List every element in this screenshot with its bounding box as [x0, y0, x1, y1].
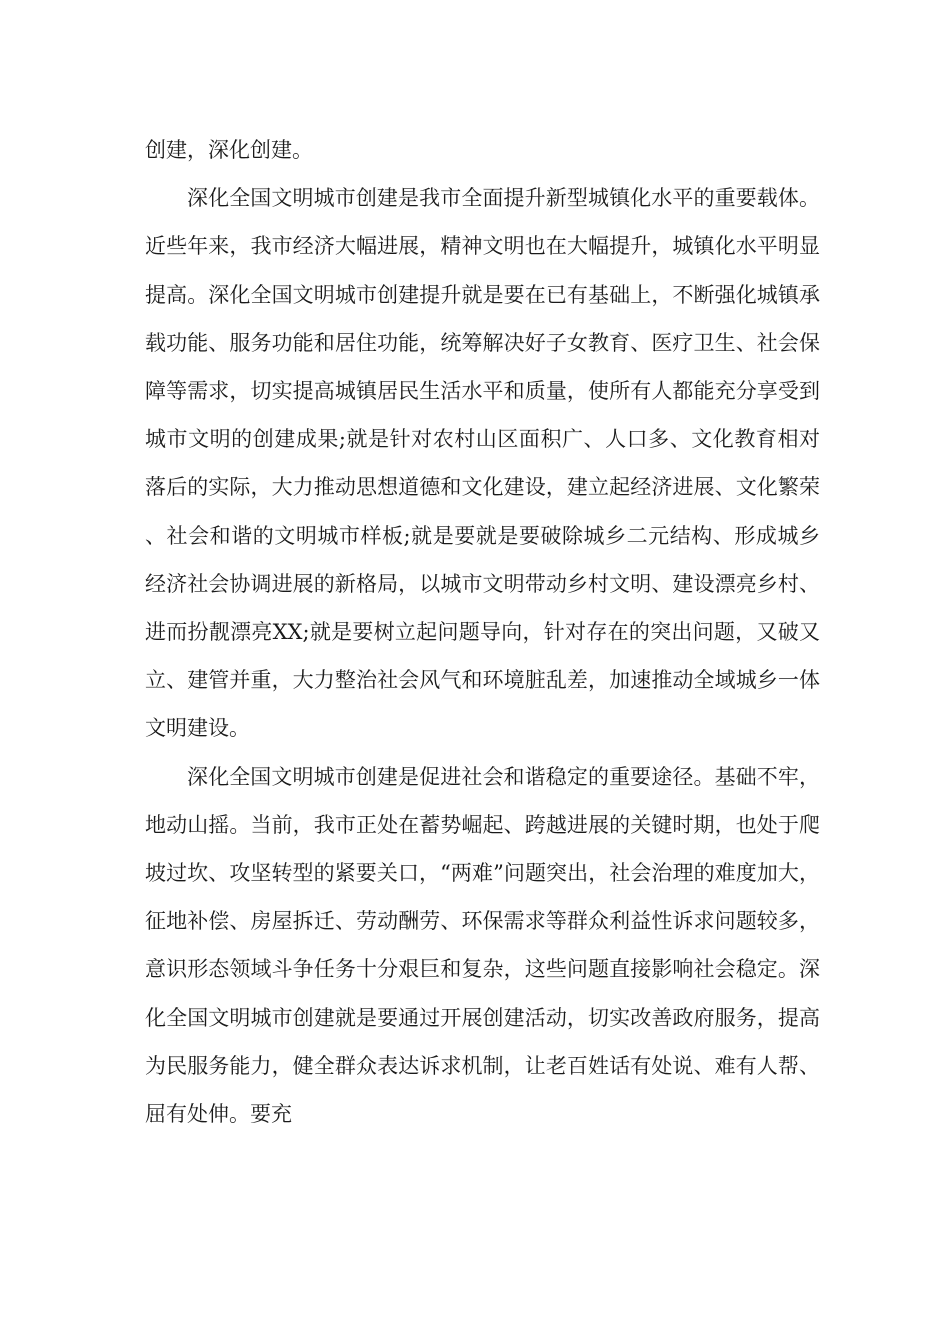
- document-body: [145, 126, 820, 1138]
- paragraph-social-harmony: 深化全国文明城市创建是促进社会和谐稳定的重要途径。基础不牢，地动山摇。当前，我市正处在蓄势崛起、跨越进展的关键时期，也处于爬坡过坎、攻坚转型的紧要关口，“两难”问题突出，社会治理的难度加大，征地补偿、房屋拆迁、劳动酬劳、环保需求等群众利益性诉求问题较多，意识形态领域斗争任务十分艰巨和复杂，这些问题直接影响社会稳定。深化全国文明城市创建就是要通过开展创建活动，切实改善政府服务，提高为民服务能力，健全群众表达诉求机制，让老百姓话有处说、难有人帮、屈有处伸。要充: [145, 764, 820, 1127]
- paragraph-urbanization: 深化全国文明城市创建是我市全面提升新型城镇化水平的重要载体。近些年来，我市经济大幅进展，精神文明也在大幅提升，城镇化水平明显提高。深化全国文明城市创建提升就是要在已有基础上，不断强化城镇承载功能、服务功能和居住功能，统筹解决好子女教育、医疗卫生、社会保障等需求，切实提高城镇居民生活水平和质量，使所有人都能充分享受到城市文明的创建成果;就是针对农村山区面积广、人口多、文化教育相对落后的实际，大力推动思想道德和文化建设，建立起经济进展、文化繁荣、社会和谐的文明城市样板;就是要就是要破除城乡二元结构、形成城乡经济社会协调进展的新格局，以城市文明带动乡村文明、建设漂亮乡村、进而扮靓漂亮XX;就是要树立起问题导向，针对存在的突出问题，又破又立、建管并重，大力整治社会风气和环境脏乱差，加速推动全域城乡一体文明建设。: [145, 186, 820, 741]
- paragraph-continuation: 创建，深化创建。: [145, 138, 313, 162]
